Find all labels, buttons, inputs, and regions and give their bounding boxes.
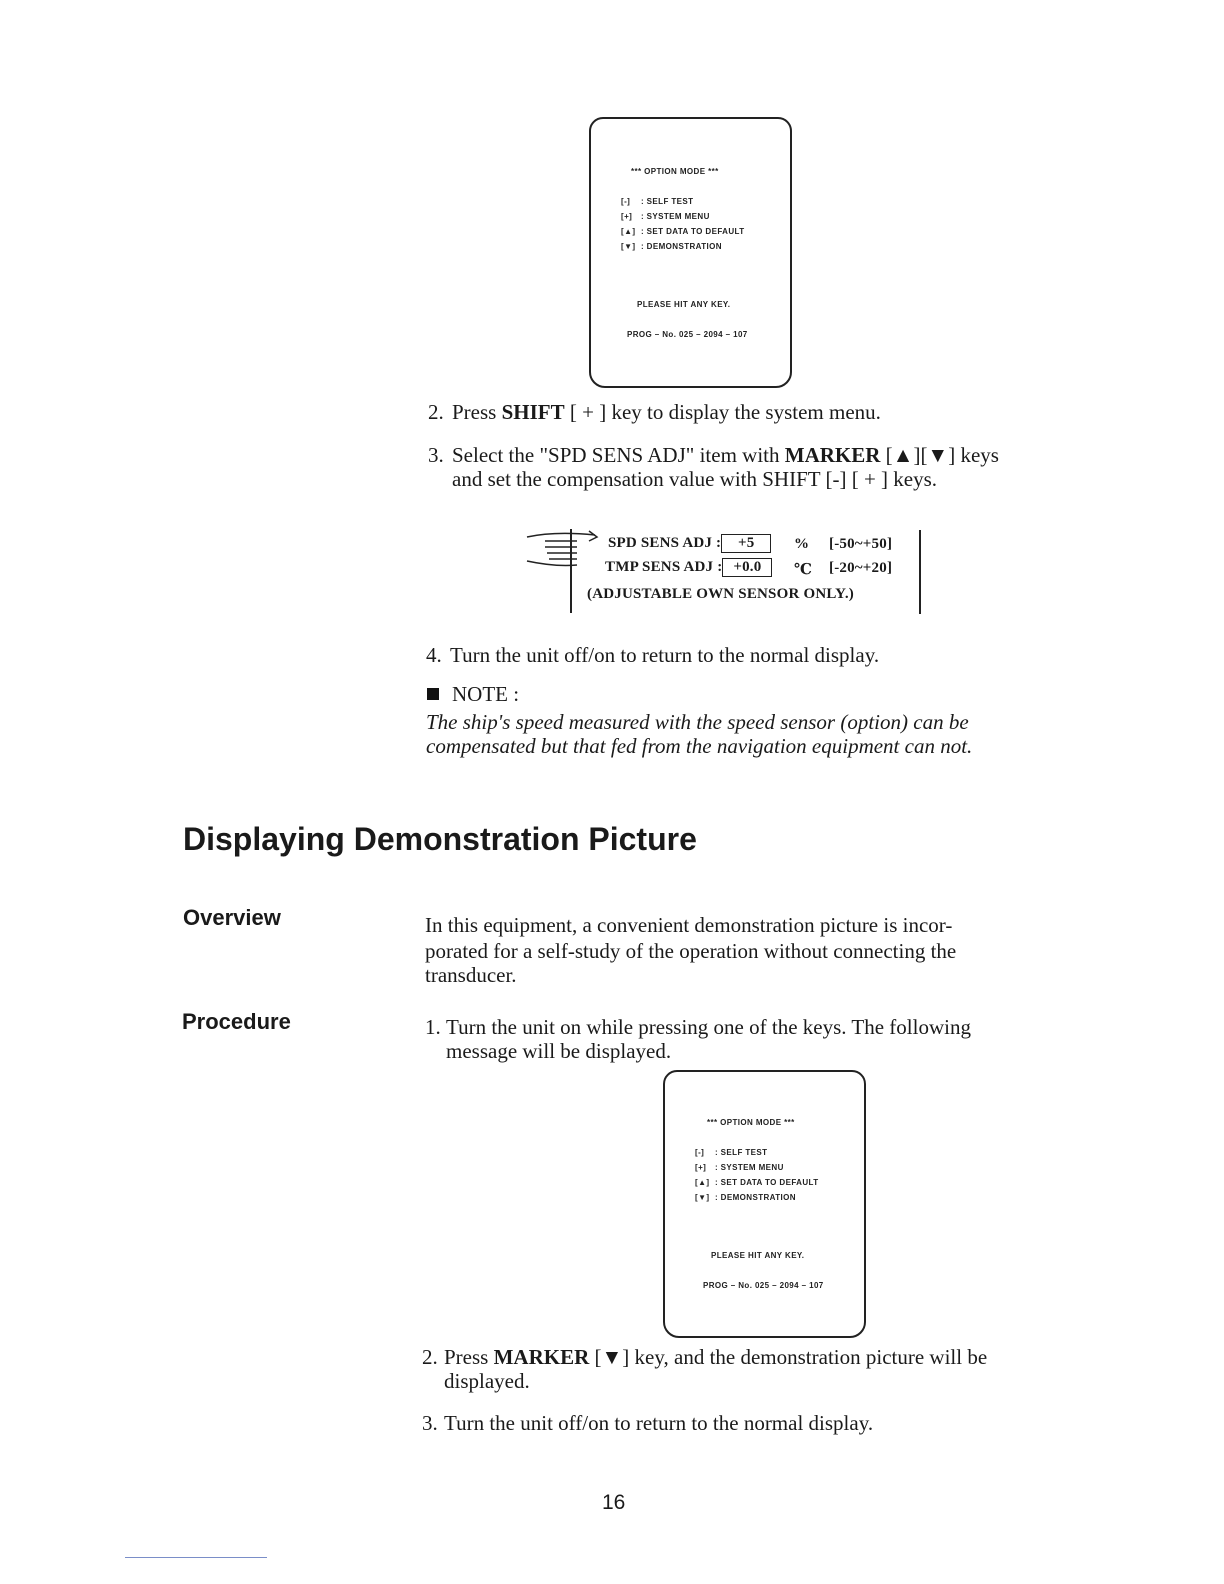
screen-item-label: : DEMONSTRATION bbox=[641, 242, 722, 251]
section-title: Displaying Demonstration Picture bbox=[183, 821, 697, 857]
spd-sens-adj-value: +5 bbox=[721, 534, 771, 553]
screen-item-key: [+] bbox=[695, 1163, 707, 1172]
procedure-step-2-a: Press bbox=[444, 1345, 494, 1369]
spd-sens-adj-row bbox=[608, 534, 771, 553]
screen-prog: PROG – No. 025 – 2094 – 107 bbox=[627, 330, 748, 339]
screen-item-key: [▲] bbox=[695, 1178, 710, 1187]
marker-key-label: MARKER bbox=[784, 443, 881, 467]
note-heading: NOTE : bbox=[452, 682, 520, 706]
screen-item-label: : DEMONSTRATION bbox=[715, 1193, 796, 1202]
shift-key-label: SHIFT bbox=[501, 400, 565, 424]
screen-prompt: PLEASE HIT ANY KEY. bbox=[637, 300, 731, 309]
adjust-box-right-border bbox=[919, 530, 921, 614]
tmp-sens-adj-row bbox=[605, 558, 772, 577]
screen-item-key: [-] bbox=[621, 197, 631, 206]
screen-item-label: : SELF TEST bbox=[641, 197, 694, 206]
note-bullet-icon bbox=[427, 688, 439, 700]
procedure-step-2-text bbox=[444, 1345, 987, 1369]
step-3-text-a: Select the "SPD SENS ADJ" item with bbox=[452, 443, 785, 467]
step-2-number: 2. bbox=[428, 400, 444, 424]
screen-prog: PROG – No. 025 – 2094 – 107 bbox=[703, 1281, 824, 1290]
tmp-sens-adj-unit: ℃ bbox=[794, 562, 813, 578]
procedure-step-2-line-2: displayed. bbox=[444, 1369, 530, 1393]
spd-sens-adj-label: SPD SENS ADJ : bbox=[608, 535, 722, 551]
overview-line-1: In this equipment, a convenient demonstration picture is incor- bbox=[425, 913, 953, 937]
step-4-number: 4. bbox=[426, 643, 442, 667]
screen-item-key: [▼] bbox=[621, 242, 636, 251]
step-4-text: Turn the unit off/on to return to the normal display. bbox=[450, 643, 880, 667]
adjustable-note: (ADJUSTABLE OWN SENSOR ONLY.) bbox=[587, 586, 854, 602]
step-3-text-c: [▲][▼] keys bbox=[880, 443, 999, 467]
spd-sens-adj-unit: % bbox=[794, 536, 810, 552]
footer-rule bbox=[125, 1557, 267, 1558]
procedure-step-3-number: 3. bbox=[422, 1411, 438, 1435]
note-line-1: The ship's speed measured with the speed sensor (option) can be bbox=[426, 710, 969, 734]
screen-title: *** OPTION MODE *** bbox=[631, 167, 719, 176]
marker-key-label: MARKER bbox=[493, 1345, 590, 1369]
option-mode-screen-2 bbox=[663, 1070, 866, 1338]
overview-line-3: transducer. bbox=[425, 963, 517, 987]
screen-item-label: : SYSTEM MENU bbox=[641, 212, 710, 221]
screen-item-label: : SET DATA TO DEFAULT bbox=[715, 1178, 819, 1187]
note-line-2: compensated but that fed from the navigation equipment can not. bbox=[426, 734, 973, 758]
procedure-step-1-number: 1. bbox=[425, 1015, 441, 1039]
option-mode-screen-1 bbox=[589, 117, 792, 388]
screen-prompt: PLEASE HIT ANY KEY. bbox=[711, 1251, 805, 1260]
procedure-step-2-c: [▼] key, and the demonstration picture will be bbox=[589, 1345, 988, 1369]
step-3-number: 3. bbox=[428, 443, 444, 467]
screen-item-key: [▲] bbox=[621, 227, 636, 236]
screen-item-key: [-] bbox=[695, 1148, 705, 1157]
overview-heading: Overview bbox=[183, 905, 281, 930]
screen-item-label: : SELF TEST bbox=[715, 1148, 768, 1157]
step-3-text-line2: and set the compensation value with SHIFT [-] [ + ] keys. bbox=[452, 467, 938, 491]
screen-item-label: : SET DATA TO DEFAULT bbox=[641, 227, 745, 236]
screen-title: *** OPTION MODE *** bbox=[707, 1118, 795, 1127]
tmp-sens-adj-value: +0.0 bbox=[722, 558, 772, 577]
screen-item-label: : SYSTEM MENU bbox=[715, 1163, 784, 1172]
step-2-text bbox=[452, 400, 881, 424]
screen-item-key: [▼] bbox=[695, 1193, 710, 1202]
step-2-text-a: Press bbox=[452, 400, 502, 424]
overview-line-2: porated for a self-study of the operation without connecting the bbox=[425, 939, 957, 963]
tmp-sens-adj-range: [-20~+20] bbox=[829, 560, 893, 576]
procedure-step-1-line-2: message will be displayed. bbox=[446, 1039, 672, 1063]
page-number: 16 bbox=[602, 1491, 626, 1514]
procedure-step-1-line-1: Turn the unit on while pressing one of the keys. The following bbox=[446, 1015, 971, 1039]
procedure-heading: Procedure bbox=[182, 1009, 291, 1034]
spd-sens-adj-range: [-50~+50] bbox=[829, 536, 893, 552]
tmp-sens-adj-label: TMP SENS ADJ : bbox=[605, 559, 723, 575]
screen-item-key: [+] bbox=[621, 212, 633, 221]
step-3-text bbox=[452, 443, 999, 467]
step-2-text-c: [ + ] key to display the system menu. bbox=[564, 400, 881, 424]
procedure-step-3-text: Turn the unit off/on to return to the normal display. bbox=[444, 1411, 874, 1435]
procedure-step-2-number: 2. bbox=[422, 1345, 438, 1369]
